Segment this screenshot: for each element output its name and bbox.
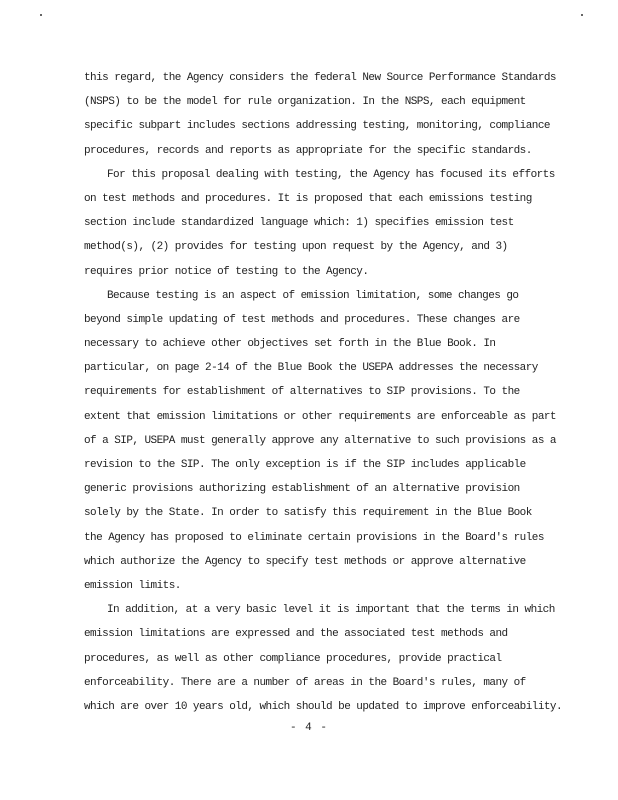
text-line: this regard, the Agency considers the federal New Source Performance Standards xyxy=(84,72,556,84)
text-line: procedures, as well as other compliance procedures, provide practical xyxy=(84,652,502,665)
scan-mark-right xyxy=(581,14,583,16)
scan-mark-left xyxy=(40,14,42,16)
text-line: In addition, at a very basic level it is important that the terms in which xyxy=(107,604,555,617)
text-line: particular, on page 2-14 of the Blue Book the USEPA addresses the necessary xyxy=(84,362,538,375)
text-line: of a SIP, USEPA must generally approve any alternative to such provisions as a xyxy=(84,434,556,447)
text-line: extent that emission limitations or other requirements are enforceable as part xyxy=(84,410,556,423)
text-line: requires prior notice of testing to the Agency. xyxy=(84,265,369,278)
text-line: generic provisions authorizing establishment of an alternative provision xyxy=(84,483,520,496)
text-line: emission limitations are expressed and the associated test methods and xyxy=(84,628,508,641)
text-line: which authorize the Agency to specify test methods or approve alternative xyxy=(84,555,526,568)
text-line: necessary to achieve other objectives set forth in the Blue Book. In xyxy=(84,338,496,351)
text-line: specific subpart includes sections addressing testing, monitoring, compliance xyxy=(84,120,550,133)
text-line: section include standardized language which: 1) specifies emission test xyxy=(84,217,514,230)
text-line: method(s), (2) provides for testing upon request by the Agency, and 3) xyxy=(84,241,508,254)
text-line: which are over 10 years old, which should be updated to improve enforceability. xyxy=(84,700,563,713)
text-line: (NSPS) to be the model for rule organization. In the NSPS, each equipment xyxy=(84,96,526,109)
body-text xyxy=(84,66,562,719)
text-line: revision to the SIP. The only exception is if the SIP includes applicable xyxy=(84,459,526,471)
page-number: - 4 - xyxy=(289,722,328,734)
text-line: solely by the State. In order to satisfy this requirement in the Blue Book xyxy=(84,507,532,520)
text-line: procedures, records and reports as appropriate for the specific standards. xyxy=(84,144,532,157)
text-line: on test methods and procedures. It is proposed that each emissions testing xyxy=(84,192,532,205)
text-line: requirements for establishment of alternatives to SIP provisions. To the xyxy=(84,386,520,399)
text-line: Because testing is an aspect of emission limitation, some changes go xyxy=(107,289,519,302)
text-line: For this proposal dealing with testing, the Agency has focused its efforts xyxy=(107,168,555,181)
text-line: the Agency has proposed to eliminate certain provisions in the Board's rules xyxy=(84,531,544,544)
text-line: beyond simple updating of test methods and procedures. These changes are xyxy=(84,313,520,326)
text-line: enforceability. There are a number of areas in the Board's rules, many of xyxy=(84,676,526,689)
text-line: emission limits. xyxy=(84,579,181,592)
